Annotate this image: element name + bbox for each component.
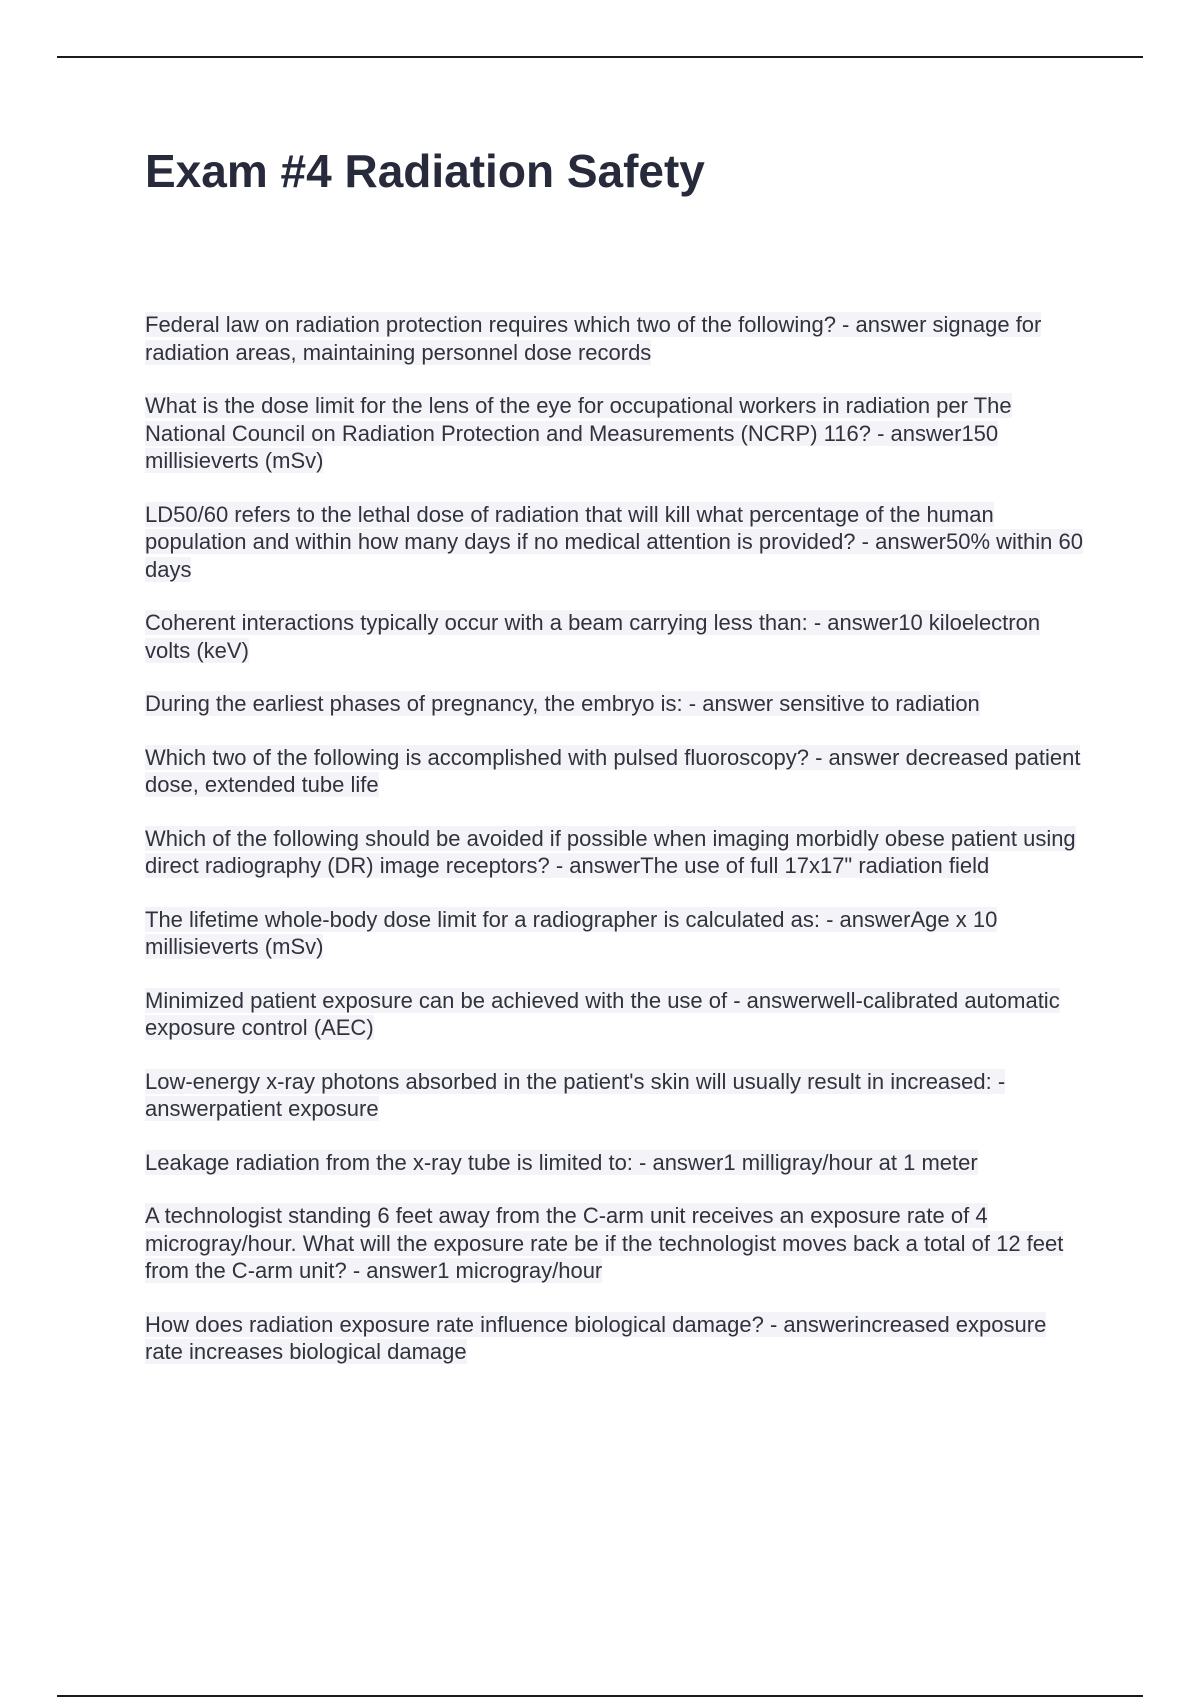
- qa-item: [145, 1068, 1085, 1123]
- qa-text: Low-energy x-ray photons absorbed in the patient's skin will usually result in increased: - answerpatient exposure: [145, 1068, 1006, 1121]
- qa-item: [145, 609, 1085, 664]
- qa-item: [145, 987, 1085, 1042]
- question-answer-list: [145, 311, 1085, 1392]
- qa-item: [145, 501, 1085, 584]
- qa-item: [145, 744, 1085, 799]
- qa-item: [145, 690, 1085, 718]
- qa-text: Which of the following should be avoided if possible when imaging morbidly obese patient using direct radiography (DR) image receptors? - answerThe use of full 17x17" radiation field: [145, 825, 1076, 878]
- document-title: Exam #4 Radiation Safety: [145, 145, 705, 197]
- qa-item: [145, 1311, 1085, 1366]
- qa-text: The lifetime whole-body dose limit for a radiographer is calculated as: - answerAge x 10 millisieverts (mSv): [145, 906, 998, 959]
- qa-text: During the earliest phases of pregnancy, the embryo is: - answer sensitive to radiation: [145, 691, 980, 716]
- qa-item: [145, 825, 1085, 880]
- qa-text: Federal law on radiation protection requires which two of the following? - answer signage for radiation areas, maintaining personnel dose records: [145, 312, 1042, 365]
- qa-text: Coherent interactions typically occur with a beam carrying less than: - answer10 kiloelectron volts (keV): [145, 610, 1041, 663]
- qa-text: A technologist standing 6 feet away from the C-arm unit receives an exposure rate of 4 microgray/hour. What will the exposure rate be if the technologist moves back a total of 12 feet from the C-arm unit? - answer1 microgray/hour: [145, 1203, 1064, 1283]
- qa-text: Which two of the following is accomplished with pulsed fluoroscopy? - answer decreased patient dose, extended tube life: [145, 744, 1081, 797]
- qa-text: What is the dose limit for the lens of the eye for occupational workers in radiation per The National Council on Radiation Protection and Measurements (NCRP) 116? - answer150 millisieverts (mSv): [145, 393, 1012, 473]
- top-divider: [57, 56, 1143, 58]
- qa-text: Minimized patient exposure can be achieved with the use of - answerwell-calibrated automatic exposure control (AEC): [145, 987, 1060, 1040]
- qa-item: [145, 1202, 1085, 1285]
- qa-text: Leakage radiation from the x-ray tube is limited to: - answer1 milligray/hour at 1 meter: [145, 1149, 978, 1175]
- qa-text: How does radiation exposure rate influence biological damage? - answerincreased exposure rate increases biological damage: [145, 1311, 1047, 1364]
- qa-text: LD50/60 refers to the lethal dose of radiation that will kill what percentage of the human population and within how many days if no medical attention is provided? - answer50% within 60 days: [145, 501, 1083, 582]
- qa-item: [145, 392, 1085, 475]
- qa-item: [145, 906, 1085, 961]
- qa-item: [145, 1149, 1085, 1177]
- bottom-divider: [57, 1695, 1143, 1697]
- qa-item: [145, 311, 1085, 366]
